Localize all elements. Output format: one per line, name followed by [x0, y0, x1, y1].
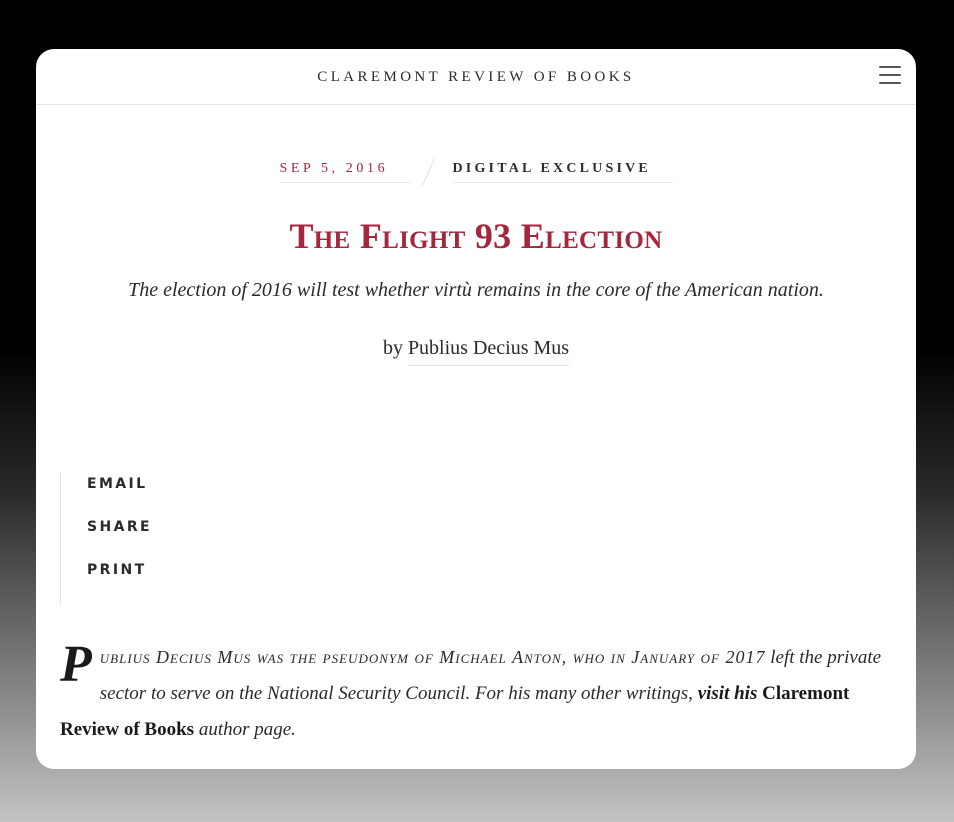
print-button[interactable]: PRINT — [87, 562, 147, 578]
byline-prefix: by — [382, 337, 403, 359]
site-title[interactable]: CLAREMONT REVIEW OF BOOKS — [317, 69, 635, 85]
author-link[interactable]: Publius Decius Mus — [408, 337, 569, 366]
article-meta — [36, 157, 916, 187]
article-byline — [36, 337, 916, 360]
bio-text: left the private sector to serve on the National Security Council. For his many other writings, — [99, 647, 882, 704]
bio-dropcap: P — [60, 636, 92, 693]
email-button[interactable]: EMAIL — [87, 476, 148, 492]
article-section[interactable]: DIGITAL EXCLUSIVE — [453, 161, 673, 183]
author-bio — [60, 636, 890, 748]
bio-text-end: author page. — [194, 719, 296, 740]
article-date: SEP 5, 2016 — [280, 161, 410, 183]
article-title: The Flight 93 Election — [289, 216, 663, 256]
meta-divider — [421, 158, 434, 186]
browser-viewport — [36, 49, 916, 769]
author-link-name: Claremont Review of Books — [60, 683, 850, 740]
author-link-visit: visit his — [697, 683, 758, 704]
hamburger-menu-icon[interactable] — [879, 66, 901, 84]
site-header — [36, 49, 916, 105]
share-button[interactable]: SHARE — [87, 519, 152, 535]
bio-lead: ublius Decius Mus was the pseudonym of Michael Anton, who in January of 2017 — [99, 647, 766, 667]
article-dek: The election of 2016 will test whether virtù remains in the core of the American nation. — [128, 279, 824, 301]
share-tools — [60, 473, 200, 605]
